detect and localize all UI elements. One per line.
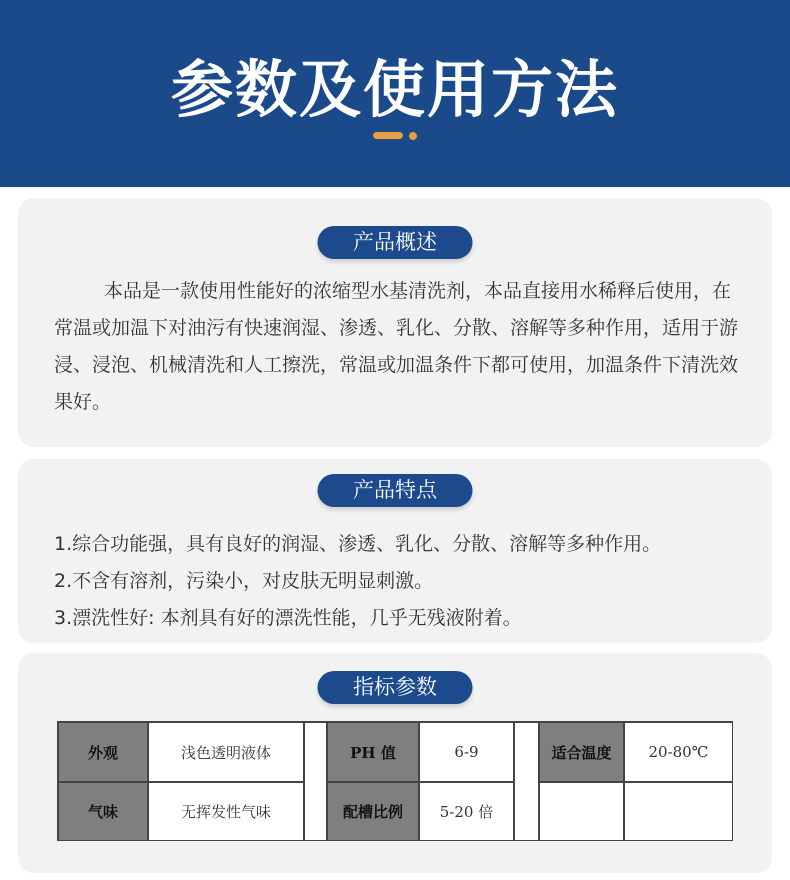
page-title: 参数及使用方法 xyxy=(170,53,619,126)
spec-key: 配槽比例 xyxy=(327,782,419,841)
spec-value: 无挥发性气味 xyxy=(148,782,304,841)
spec-key: 气味 xyxy=(58,782,148,841)
spec-key: 适合温度 xyxy=(539,722,624,782)
features-label: 产品特点 xyxy=(318,474,473,507)
feature-item: 3.漂洗性好: 本剂具有好的漂洗性能，几乎无残液附着。 xyxy=(54,607,522,629)
decorative-bar xyxy=(373,132,403,139)
features-card xyxy=(18,459,772,643)
empty-cell xyxy=(624,782,733,841)
spec-value: 20-80℃ xyxy=(624,722,733,782)
overview-label: 产品概述 xyxy=(318,226,473,259)
specs-label: 指标参数 xyxy=(318,671,473,704)
table-spacer xyxy=(304,722,327,841)
spec-value: 6-9 xyxy=(419,722,514,782)
specs-table xyxy=(57,721,733,841)
spec-key: PH 值 xyxy=(327,722,419,782)
spec-value: 浅色透明液体 xyxy=(148,722,304,782)
table-spacer xyxy=(514,722,539,841)
decorative-dot xyxy=(409,132,417,140)
overview-text: 本品是一款使用性能好的浓缩型水基清洗剂，本品直接用水稀释后使用，在常温或加温下对油污有快速润湿、渗透、乳化、分散、溶解等多种作用，适用于游浸、浸泡、机械清洗和人工擦洗，常温或加温条件下都可使用，加温条件下清洗效果好。 xyxy=(54,280,739,413)
features-list xyxy=(54,526,744,637)
feature-item: 2.不含有溶剂，污染小，对皮肤无明显刺激。 xyxy=(54,570,434,592)
spec-key: 外观 xyxy=(58,722,148,782)
feature-item: 1.综合功能强，具有良好的润湿、渗透、乳化、分散、溶解等多种作用。 xyxy=(54,533,662,555)
overview-card xyxy=(18,198,772,447)
header-banner xyxy=(0,0,790,187)
spec-value: 5-20 倍 xyxy=(419,782,514,841)
empty-cell xyxy=(539,782,624,841)
